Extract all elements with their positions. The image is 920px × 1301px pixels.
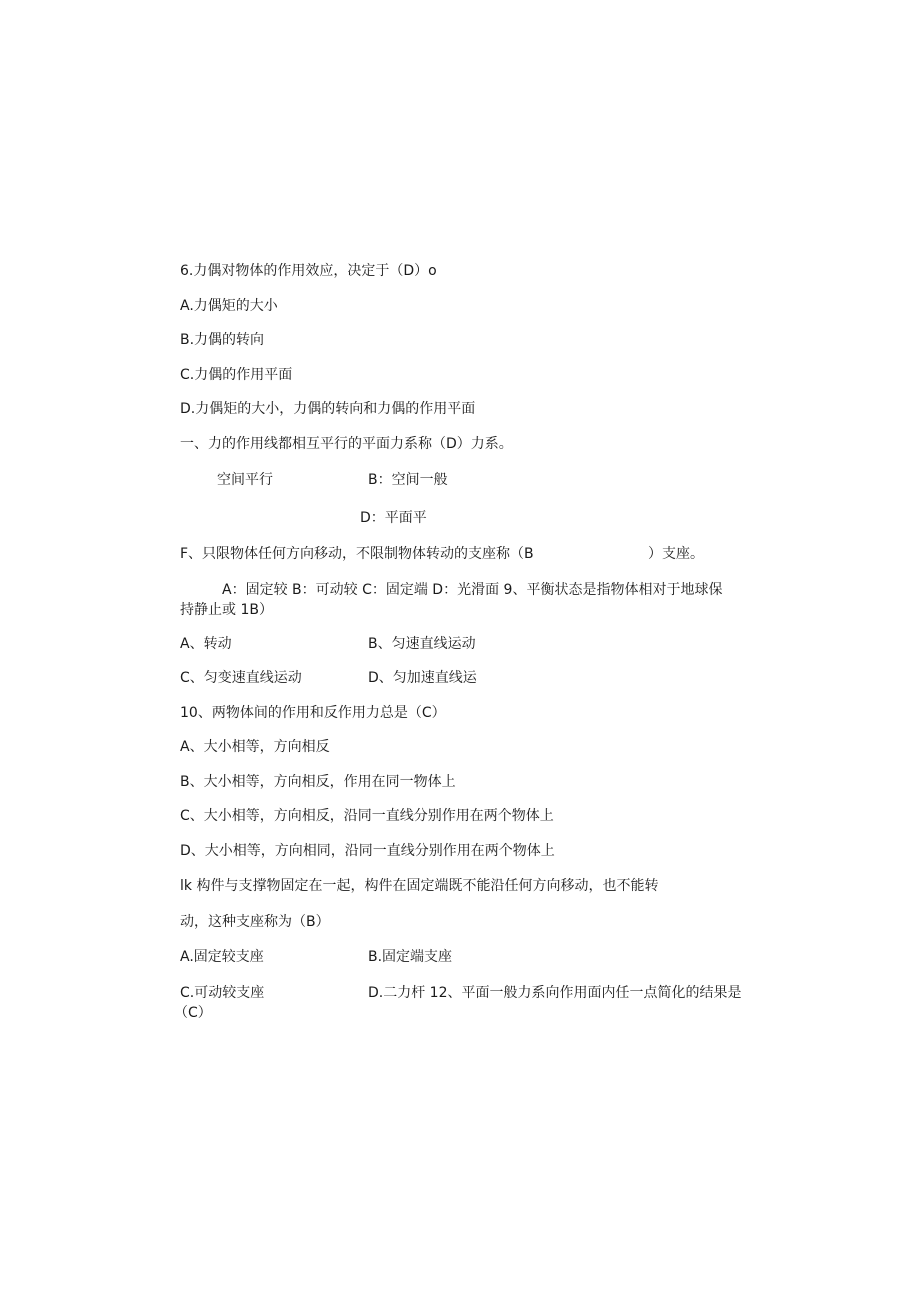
q11-stem-line1: lk 构件与支撑物固定在一起，构件在固定端既不能沿任何方向移动，也不能转 — [180, 878, 659, 894]
q6-option-c: C.力偶的作用平面 — [180, 367, 293, 383]
q6-option-a: A.力偶矩的大小 — [180, 298, 278, 314]
q10-stem: 10、两物体间的作用和反作用力总是（C） — [180, 705, 446, 721]
q9-option-b: B、匀速直线运动 — [368, 636, 476, 652]
q9-option-c: C、匀变速直线运动 — [180, 670, 302, 686]
q11-option-d-line1: D.二力杆 12、平面一般力系向作用面内任一点简化的结果是 — [368, 985, 742, 1001]
q8-options-continued: 持静止或 1B） — [180, 602, 273, 618]
q7-option-d: D：平面平 — [360, 510, 427, 526]
q6-stem: 6.力偶对物体的作用效应，决定于（D）o — [180, 263, 437, 279]
q10-option-b: B、大小相等，方向相反，作用在同一物体上 — [180, 774, 456, 790]
q8-stem-left: F、只限物体任何方向移动，不限制物体转动的支座称（B — [180, 546, 534, 562]
q11-option-a: A.固定较支座 — [180, 949, 264, 965]
q7-option-a: 空间平行 — [217, 472, 273, 488]
q11-option-c: C.可动较支座 — [180, 985, 265, 1001]
q7-stem: 一、力的作用线都相互平行的平面力系称（D）力系。 — [180, 436, 513, 452]
q11-stem-line2: 动，这种支座称为（B） — [180, 914, 330, 930]
q10-option-c: C、大小相等，方向相反，沿同一直线分别作用在两个物体上 — [180, 808, 554, 824]
q9-option-a: A、转动 — [180, 636, 232, 652]
q6-option-d: D.力偶矩的大小，力偶的转向和力偶的作用平面 — [180, 401, 476, 417]
q7-option-b: B：空间一般 — [368, 472, 448, 488]
q11-option-b: B.固定端支座 — [368, 949, 453, 965]
q8-options-line: A：固定较 B：可动较 C：固定端 D：光滑面 9、平衡状态是指物体相对于地球保 — [222, 582, 723, 598]
q8-stem-right: ）支座。 — [648, 546, 704, 562]
q10-option-a: A、大小相等，方向相反 — [180, 739, 330, 755]
q9-option-d: D、匀加速直线运 — [368, 670, 477, 686]
q11-option-d-line2: （C） — [174, 1005, 212, 1021]
q6-option-b: B.力偶的转向 — [180, 332, 265, 348]
q10-option-d: D、大小相等，方向相同，沿同一直线分别作用在两个物体上 — [180, 843, 555, 859]
